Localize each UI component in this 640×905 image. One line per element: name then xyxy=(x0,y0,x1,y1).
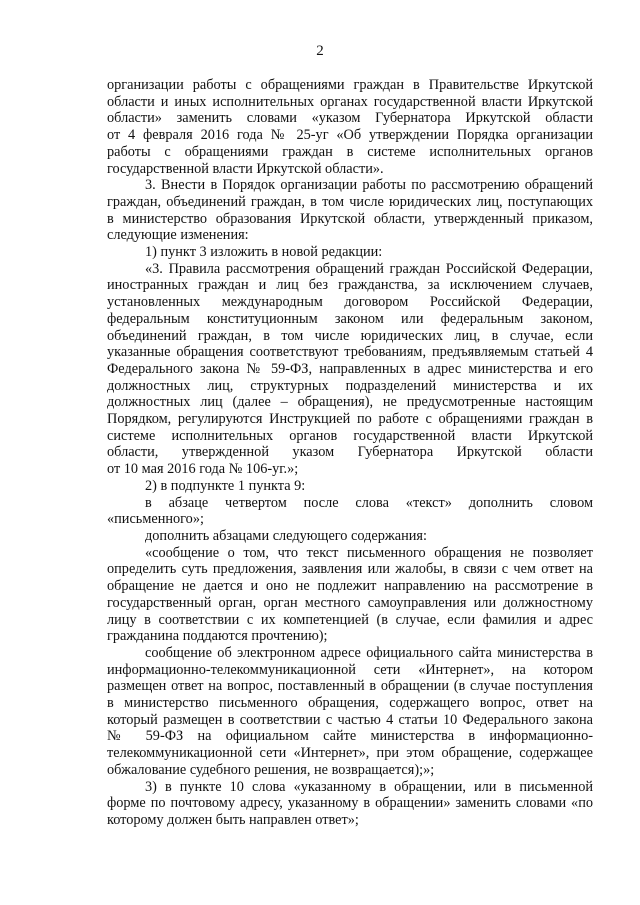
text-line: 3. Внести в Порядок организации работы по рассмотрению обращений xyxy=(145,177,593,194)
paragraph xyxy=(107,177,593,244)
text-line: дополнить абзацами следующего содержания: xyxy=(145,527,427,544)
paragraph xyxy=(107,545,593,645)
text-line: следующие изменения: xyxy=(107,227,249,244)
text-line: форме по почтовому адресу, указанному в обращении» заменить словами «по xyxy=(107,795,593,812)
paragraph xyxy=(107,261,593,478)
text-line: лицу в соответствии с их компетенцией (в случае, если фамилия и адрес xyxy=(107,611,593,628)
page-number: 2 xyxy=(316,43,324,59)
text-line: государственной власти Иркутской области». xyxy=(107,160,384,177)
text-line: «сообщение о том, что текст письменного обращения не позволяет xyxy=(145,544,593,561)
text-line: должностных лиц (далее – обращения), не предусмотренные настоящим xyxy=(107,394,593,411)
paragraph xyxy=(107,528,593,545)
text-line: который размещен в соответствии с частью 4 статьи 10 Федерального закона xyxy=(107,711,593,728)
text-line: 3) в пункте 10 слова «указанному в обращении, или в письменной xyxy=(145,778,593,795)
text-line: объединений граждан, в том числе юридических лиц, в случае, если xyxy=(107,327,593,344)
text-line: обращение не дается и оно не подлежит направлению на рассмотрение в xyxy=(107,578,593,595)
paragraph xyxy=(107,478,593,495)
paragraph xyxy=(107,77,593,177)
text-line: области» заменить словами «указом Губернатора Иркутской области xyxy=(107,110,593,127)
text-line: информационно-телекоммуникационной сети «Интернет», на котором xyxy=(107,661,593,678)
text-line: области и иных исполнительных органах государственной власти Иркутской xyxy=(107,93,593,110)
paragraph xyxy=(107,244,593,261)
text-line: «письменного»; xyxy=(107,511,204,528)
text-line: от 10 мая 2016 года № 106-уг.»; xyxy=(107,461,299,478)
text-line: сообщение об электронном адресе официального сайта министерства в xyxy=(145,644,593,661)
text-line: установленных международным договором Российской Федерации, xyxy=(107,294,593,311)
text-line: гражданина поддаются прочтению); xyxy=(107,628,328,645)
text-line: 1) пункт 3 изложить в новой редакции: xyxy=(145,244,383,261)
text-line: иностранных граждан и лиц без гражданства, за исключением случаев, xyxy=(107,277,593,294)
text-line: федеральным конституционным законом или федеральным законом, xyxy=(107,310,593,327)
text-line: в министерство письменного обращения, содержащего вопрос, ответ на xyxy=(107,695,593,712)
text-line: № 59-ФЗ на официальном сайте министерства в информационно- xyxy=(107,728,593,745)
text-line: которому должен быть направлен ответ»; xyxy=(107,811,359,828)
text-line: «3. Правила рассмотрения обращений граждан Российской Федерации, xyxy=(145,260,593,277)
text-line: размещен ответ на вопрос, поставленный в обращении (в случае поступления xyxy=(107,678,593,695)
document-body xyxy=(107,77,593,829)
text-line: работы с обращениями граждан в системе исполнительных органов xyxy=(107,143,593,160)
text-line: 2) в подпункте 1 пункта 9: xyxy=(145,477,306,494)
text-line: Порядком, регулируются Инструкцией по работе с обращениями граждан в xyxy=(107,411,593,428)
text-line: области, утвержденной указом Губернатора Иркутской области xyxy=(107,444,593,461)
paragraph xyxy=(107,645,593,779)
text-line: государственный орган, орган местного самоуправления или должностному xyxy=(107,594,593,611)
text-line: Федерального закона № 59-ФЗ, направленных в адрес министерства и его xyxy=(107,360,593,377)
text-line: в министерство образования Иркутской области, утвержденный приказом, xyxy=(107,210,593,227)
text-line: телекоммуникационной сети «Интернет», при этом обращение, содержащее xyxy=(107,745,593,762)
text-line: указанные обращения соответствуют требованиям, предъявляемым статьей 4 xyxy=(107,344,593,361)
text-line: от 4 февраля 2016 года № 25-уг «Об утверждении Порядка организации xyxy=(107,127,593,144)
text-line: определить суть предложения, заявления или жалобы, в связи с чем ответ на xyxy=(107,561,593,578)
text-line: должностных лиц, структурных подразделений министерства и их xyxy=(107,377,593,394)
text-line: в абзаце четвертом после слова «текст» дополнить словом xyxy=(145,494,593,511)
paragraph xyxy=(107,779,593,829)
text-line: обжалование судебного решения, не возвращается);»; xyxy=(107,761,435,778)
paragraph xyxy=(107,495,593,528)
text-line: организации работы с обращениями граждан в Правительстве Иркутской xyxy=(107,77,593,93)
text-line: системе исполнительных органов государственной власти Иркутской xyxy=(107,427,593,444)
text-line: граждан, объединений граждан, в том числе юридических лиц, поступающих xyxy=(107,193,593,210)
